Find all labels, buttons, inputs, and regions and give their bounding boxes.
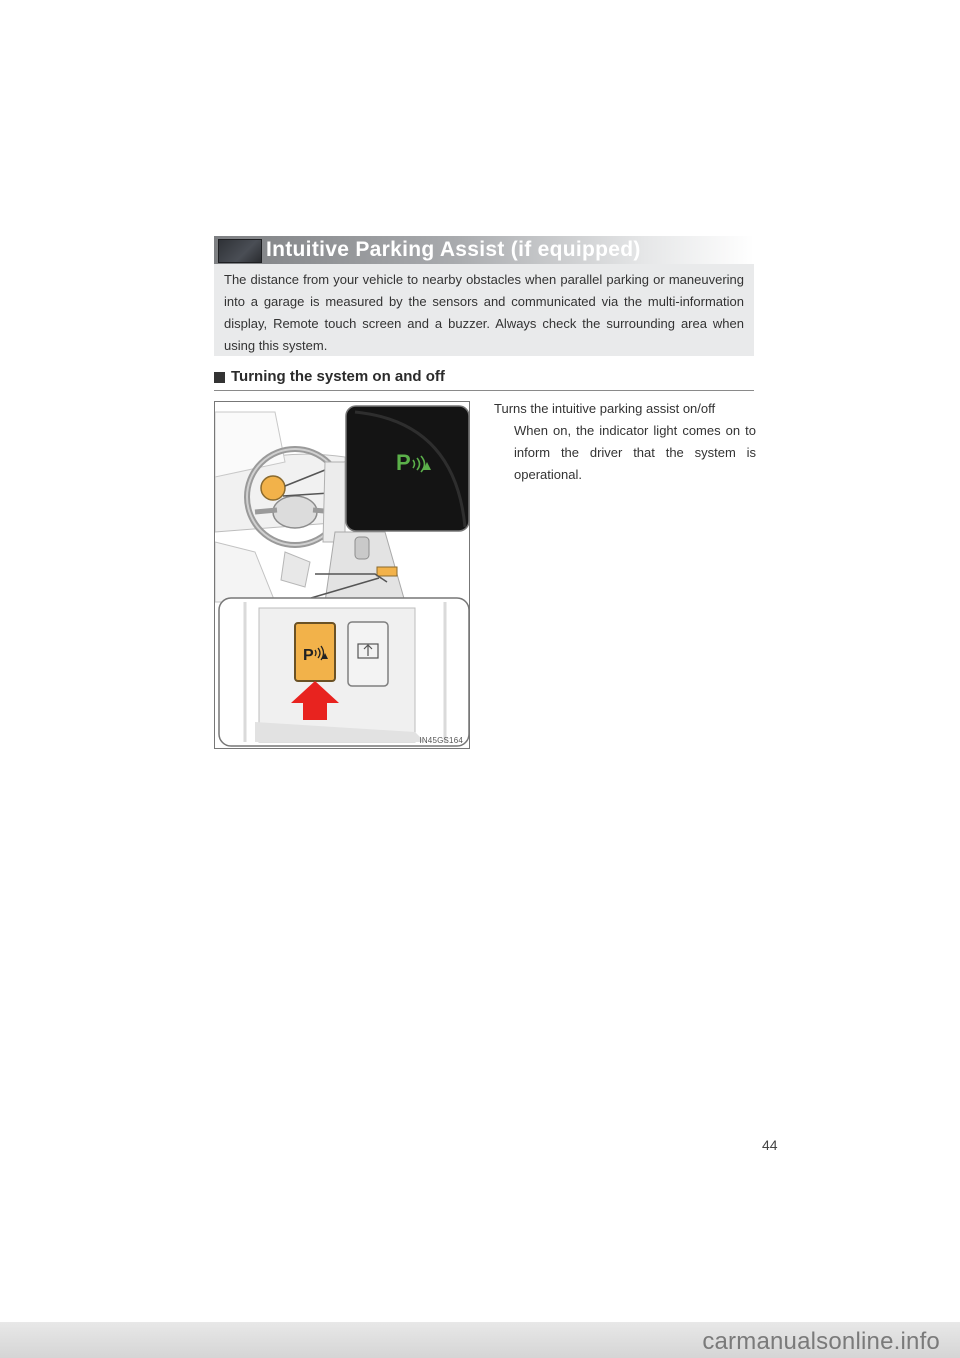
title-thumbnail-image	[218, 239, 262, 263]
section-heading-text: Turning the system on and off	[231, 368, 445, 385]
section-title-bar	[214, 236, 754, 264]
intro-box	[214, 264, 754, 356]
cockpit-illustration	[215, 402, 470, 749]
figure-code: IN45GS164	[419, 736, 463, 745]
description-line-1: Turns the intuitive parking assist on/off	[494, 401, 716, 416]
parking-assist-button	[295, 623, 335, 681]
section-heading	[214, 368, 754, 391]
indicator-symbol: P	[396, 450, 411, 475]
section-bullet-icon	[214, 372, 225, 383]
intro-text: The distance from your vehicle to nearby obstacles when parallel parking or maneuvering into a garage is measured by the sensors and communicated via the multi-information display, Remote touch screen and a buzzer. Always check the surrounding area when using this system.	[224, 272, 744, 353]
description-line-2: When on, the indicator light comes on to inform the driver that the system is operational.	[514, 423, 756, 482]
footer-watermark: carmanualsonline.info	[702, 1328, 940, 1355]
button-symbol: P	[303, 647, 314, 664]
footer-bar	[0, 1322, 960, 1358]
illustration	[214, 401, 470, 749]
page-title: Intuitive Parking Assist (if equipped)	[266, 238, 641, 261]
description	[494, 398, 756, 486]
page-number: 44	[762, 1137, 778, 1153]
